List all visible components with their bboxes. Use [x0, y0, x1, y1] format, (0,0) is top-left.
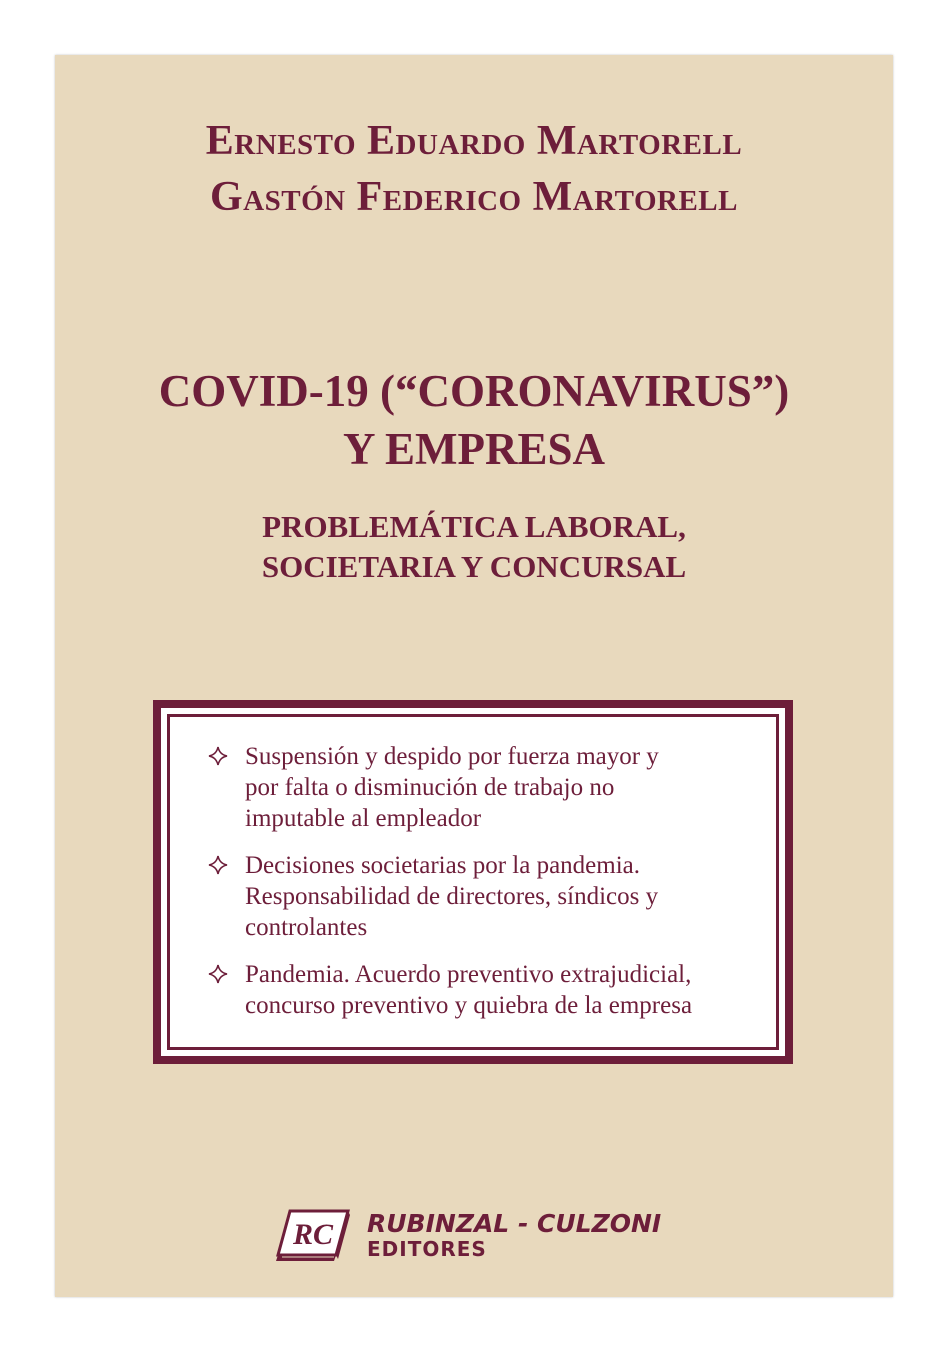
topic-line: concurso preventivo y quiebra de la empresa: [245, 992, 693, 1019]
topic-item: [205, 741, 756, 834]
topic-line: Suspensión y despido por fuerza mayor y: [245, 743, 659, 770]
diamond-bullet-icon: [207, 745, 229, 767]
topics-list: [170, 717, 776, 1021]
publisher-name: RUBINZAL - CULZONI: [367, 1209, 662, 1238]
diamond-bullet-icon: [207, 963, 229, 985]
subtitle-line-2: SOCIETARIA Y CONCURSAL: [261, 549, 687, 584]
publisher-sub: EDITORES: [367, 1237, 487, 1261]
publisher-logo: [272, 1205, 692, 1265]
diamond-bullet-icon: [207, 854, 229, 876]
topic-line: Pandemia. Acuerdo preventivo extrajudicial,: [245, 961, 692, 988]
topic-line: Responsabilidad de directores, síndicos y: [245, 883, 659, 910]
topic-line: imputable al empleador: [245, 805, 482, 832]
topic-item: [205, 959, 756, 1021]
topic-line: Decisiones societarias por la pandemia.: [245, 852, 640, 879]
book-subtitle: [55, 507, 893, 587]
book-logo-icon: [272, 1205, 352, 1263]
author-1: Ernesto Eduardo Martorell: [205, 118, 743, 164]
topic-line: controlantes: [245, 914, 368, 941]
book-title: [55, 362, 893, 478]
book-cover: [55, 55, 893, 1297]
topic-item: [205, 850, 756, 943]
topic-line: por falta o disminución de trabajo no: [245, 774, 615, 801]
authors: [55, 113, 893, 225]
author-2: Gastón Federico Martorell: [210, 174, 738, 220]
title-line-1: COVID-19 (“CORONAVIRUS”): [158, 366, 790, 416]
subtitle-line-1: PROBLEMÁTICA LABORAL,: [262, 509, 686, 544]
topics-box: [153, 700, 793, 1064]
topics-inner-border: [167, 714, 779, 1050]
title-line-2: Y EMPRESA: [342, 424, 606, 474]
logo-letters: RC: [292, 1218, 334, 1251]
